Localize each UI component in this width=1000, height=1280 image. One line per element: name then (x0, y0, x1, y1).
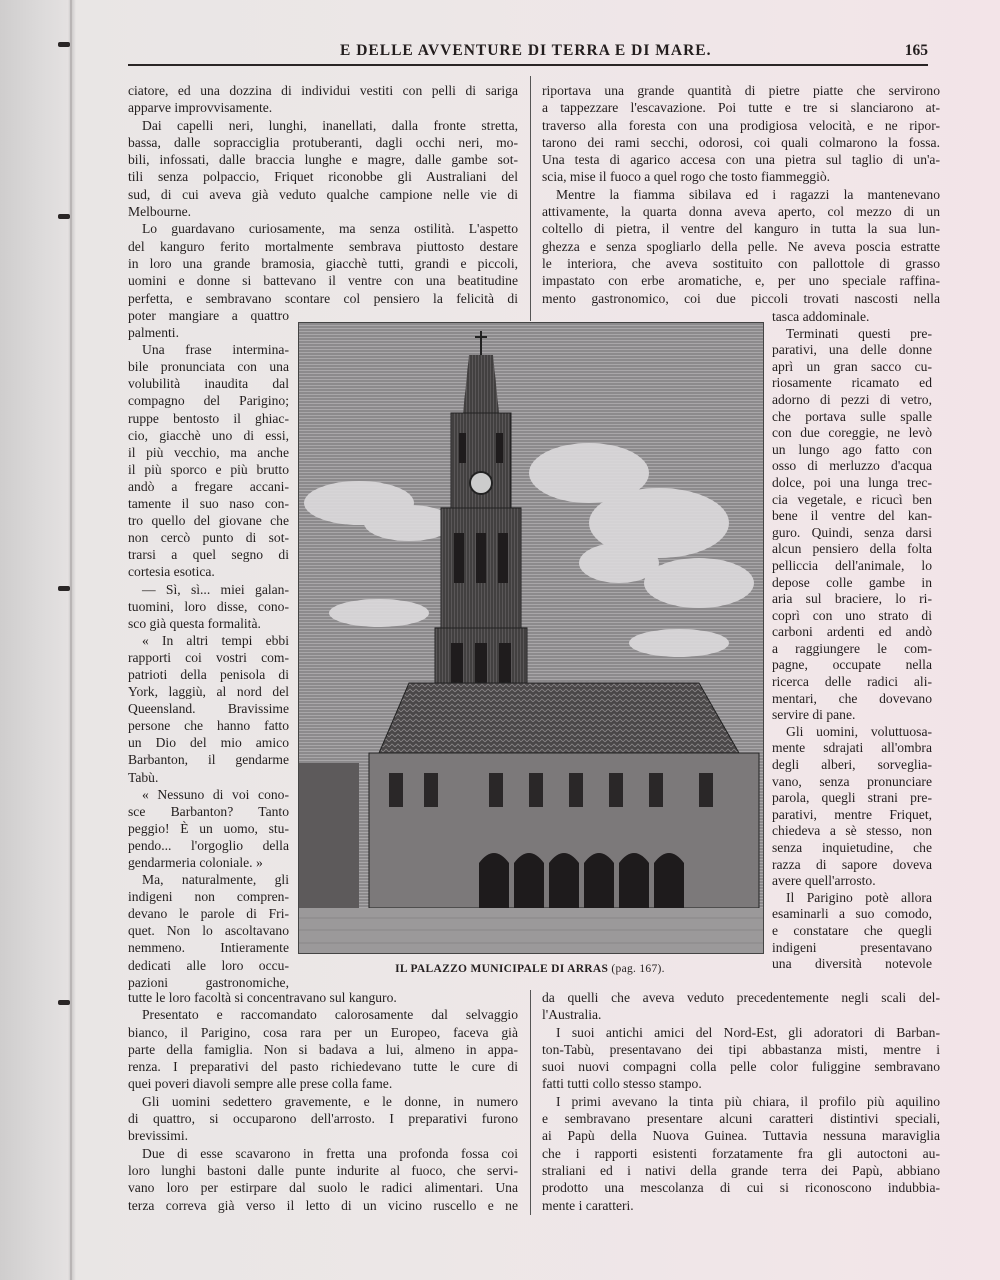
text-line: cia vegetale, e ricucì ben (772, 491, 932, 507)
text-line: una diversità notevole (772, 956, 932, 972)
text-line: pelliccia dell'animale, lo (772, 557, 932, 573)
text-line: straliani ed i nativi della grande terra dei Papù, abbiano (542, 1162, 940, 1178)
text-line: bianco, il Parigino, cosa rara per un Europeo, faceva già (128, 1024, 518, 1040)
text-line: tuomini, loro disse, cono- (128, 598, 289, 614)
text-line: sce Barbanton? Tanto (128, 803, 289, 819)
text-line: ruppe bentosto il ghiac- (128, 410, 289, 426)
text-line: indigeni presentavano (772, 939, 932, 955)
text-block-left-top (128, 82, 518, 307)
text-line: aprì un gran sacco cu- (772, 358, 932, 374)
text-line: Presentato e raccomandato calorosamente dal selvaggio (142, 1007, 518, 1023)
text-line: vano, senza pronunciare (772, 773, 932, 789)
text-line: attivamente, la quarta donna aveva aperto, col mezzo di un (542, 204, 940, 220)
text-line: rapporti coi vostri com- (128, 649, 289, 665)
page-binding-gutter (70, 0, 72, 1280)
paragraph (128, 341, 289, 580)
text-line: persone che hanno fatto (128, 718, 289, 734)
binding-staple (58, 42, 70, 47)
text-line: Una testa di agarico accesa con una pietra sul taglio di un'a- (542, 152, 940, 168)
paragraph (128, 581, 289, 632)
text-line: un lungo ago fatto con (772, 441, 932, 457)
text-line: cortesia esotica. (128, 564, 215, 580)
text-line: di quattro, si occuparono dell'arrosto. I preparativi furono (128, 1111, 518, 1127)
text-line: I primi avevano la tinta più chiara, il profilo più aquilino (556, 1093, 940, 1109)
text-line: perfetta, e sembravano scontare col pensiero la felicità di (128, 290, 518, 306)
text-line: non cercò punto di sot- (128, 530, 289, 546)
paragraph (128, 82, 518, 117)
paragraph (128, 871, 289, 991)
text-line: e sembravano presentare alcuni caratteri distintivi speciali, (542, 1111, 940, 1127)
text-line: che portava sulle spalle (772, 408, 932, 424)
paragraph (128, 1145, 518, 1214)
text-line: Mentre la fiamma sibilava ed i ragazzi la mantenevano (556, 186, 940, 202)
text-line: tasca addominale. (772, 309, 870, 324)
text-line: palmenti. (128, 325, 179, 341)
text-line: il più sporco e più brutto (128, 461, 289, 477)
text-line: servire di pane. (772, 707, 856, 723)
text-line: a tappezzare l'escavazione. Poi tutte e tre si slanciarono at- (542, 100, 940, 116)
running-header (128, 42, 928, 62)
column-divider (530, 76, 531, 321)
text-line: vano loro per estirpare dal suolo le radici alimentari. Una (128, 1180, 518, 1196)
engraving-image (299, 323, 763, 953)
text-block-right-narrow (772, 309, 932, 973)
text-line: alcun pensiero della folta (772, 541, 932, 557)
text-line: ricerca delle radici ali- (772, 674, 932, 690)
square-pavement (299, 908, 763, 953)
text-line: bili, infossati, dalle braccia lunghe e magre, dalle gambe sot- (128, 152, 518, 168)
text-line: ai Papù della Nuova Guinea. Tuttavia nessuna maraviglia (542, 1128, 940, 1144)
paragraph (128, 220, 518, 306)
paragraph (772, 309, 932, 326)
text-line: loro lunghi bastoni dalle punte indurite al fuoco, che servi- (128, 1162, 518, 1178)
running-title: E DELLE AVVENTURE DI TERRA E DI MARE. (340, 42, 712, 59)
text-line: suoi nuovi compagni colla pelle color fuliggine sembravano (542, 1059, 940, 1075)
binding-staple (58, 214, 70, 219)
text-line: quei poveri diavoli sempre alle prese colla fame. (128, 1076, 393, 1092)
text-line: in loro una grande bramosia, giacchè tutti, grandi e piccoli, (128, 255, 518, 271)
text-line: dedicati alle loro occu- (128, 957, 289, 973)
text-line: riosamente ricamato ed (772, 375, 932, 391)
text-line: mento gastronomico, coi due piccoli trovati nascosti nella (542, 290, 940, 306)
text-line: pagne, occupate nella (772, 657, 932, 673)
paragraph (542, 82, 940, 186)
paragraph (128, 1093, 518, 1145)
text-line: bile pronunciata con una (128, 359, 289, 375)
text-line: sco già questa formalità. (128, 615, 261, 631)
paragraph (772, 724, 932, 890)
text-line: peggio! È un uomo, stu- (128, 820, 289, 836)
text-line: parativi, una delle donne (772, 342, 932, 358)
text-line: fatti tutti collo stesso stampo. (542, 1076, 702, 1092)
text-line: pazioni gastronomiche, (128, 974, 289, 990)
text-line: che i rapporti esistenti forzatamente fra gli autoctoni au- (542, 1145, 940, 1161)
text-line: adorno di pezzi di vetro, (772, 391, 932, 407)
text-line: traverso alla foresta con una prodigiosa velocità, e ne ripor- (542, 117, 940, 133)
text-line: renza. I preparativi del pasto richiedevano tutte le cure di (128, 1059, 518, 1075)
text-line: ton-Tabù, presentavano dei tipi abbastanza misti, mentre i (542, 1041, 940, 1057)
text-line: avere quell'arrosto. (772, 873, 876, 889)
text-line: Tabù. (128, 769, 159, 785)
text-line: bene il ventre del kan- (772, 508, 932, 524)
text-line: quet. Non lo ascoltavano (128, 923, 289, 939)
text-block-right-top (542, 82, 940, 307)
text-line: carboni ardenti ed andò (772, 624, 932, 640)
text-line: coprì con uno strato di (772, 607, 932, 623)
page-number: 165 (904, 42, 928, 59)
paragraph (772, 326, 932, 724)
text-line: apparve improvvisamente. (128, 100, 273, 116)
text-line: compagno del Parigino; (128, 393, 289, 409)
text-line: Una frase intermina- (142, 342, 289, 358)
text-line: nemmeno. Intieramente (128, 940, 289, 956)
text-line: uomini e donne si battevano il ventre con una beatitudine (128, 273, 518, 289)
header-rule (128, 64, 928, 66)
text-line: Terminati questi pre- (786, 325, 932, 341)
paragraph (128, 632, 289, 786)
text-line: impastato con erbe aromatiche, e, per uno speciale raffina- (542, 273, 940, 289)
text-line: indigeni non compren- (128, 889, 289, 905)
caption-page-ref: (pag. 167). (611, 963, 665, 975)
text-line: Queensland. Bravissime (128, 701, 289, 717)
text-line: Gli uomini sedettero gravemente, e le donne, in numero (142, 1093, 518, 1109)
text-line: Ma, naturalmente, gli (142, 872, 289, 888)
text-line: con due coreggie, ne levò (772, 425, 932, 441)
text-line: parola, quegli strani pre- (772, 790, 932, 806)
text-line: scia, mise il fuoco a quel rogo che tosto fiammeggiò. (542, 169, 831, 185)
text-line: Lo guardavano curiosamente, ma senza ostilità. L'aspetto (142, 221, 518, 237)
text-block-left-bottom (128, 989, 518, 1214)
text-line: depose colle gambe in (772, 574, 932, 590)
text-line: un Dio del mio amico (128, 735, 289, 751)
text-line: osso di merluzzo d'acqua (772, 458, 932, 474)
column-divider (530, 990, 531, 1215)
text-line: York, laggiù, al nord del (128, 684, 289, 700)
paragraph (542, 989, 940, 1024)
text-line: riportava una grande quantità di pietre piatte che servirono (542, 83, 940, 98)
text-line: terza correva già verso il letto di un vicino ruscello e ne (128, 1197, 518, 1213)
text-line: poter mangiare a quattro (128, 308, 289, 323)
text-line: tarono dei rami secchi, odorosi, coi quali colmarono la fossa. (542, 134, 940, 150)
text-line: gendarmeria coloniale. » (128, 855, 263, 870)
text-line: andò a fregare accani- (128, 478, 289, 494)
text-line: « In altri tempi ebbi (142, 632, 289, 648)
text-line: Gli uomini, voluttuosa- (786, 723, 932, 739)
text-line: tili senza polpaccio, Friquet riconobbe gli Australiani del (128, 169, 518, 185)
text-line: Due di esse scavarono in fretta una profonda fossa coi (142, 1145, 518, 1161)
text-line: Barbanton, il gendarme (128, 752, 289, 768)
paragraph (128, 989, 518, 1006)
text-line: ghezza e senza spogliarlo della pelle. Ne aveva poscia estratte (542, 238, 940, 254)
text-line: volubilità inaudita dal (128, 376, 289, 392)
text-line: tro quello del giovane che (128, 513, 289, 529)
text-line: cio, giacchè uno di essi, (128, 427, 289, 443)
paragraph (128, 307, 289, 341)
binding-staple (58, 586, 70, 591)
text-line: ciatore, ed una dozzina di individui vestiti con pelli di sariga (128, 83, 518, 98)
text-line: bassa, dalle sopracciglia protuberanti, dagli occhi neri, mo- (128, 134, 518, 150)
text-line: Melbourne. (128, 204, 192, 220)
text-line: parativi, mentre Friquet, (772, 806, 932, 822)
text-line: patrioti della penisola di (128, 666, 289, 682)
engraving-palazzo-municipale-arras (298, 322, 764, 954)
text-line: mente i caratteri. (542, 1197, 634, 1213)
paragraph (128, 117, 518, 221)
text-line: esaminarli a suo comodo, (772, 906, 932, 922)
text-line: da quelli che aveva veduto precedentemente negli scali del- (542, 990, 940, 1005)
text-line: guro. Quindi, senza darsi (772, 524, 932, 540)
text-line: parte della famiglia. Non si badava a lui, almeno in appa- (128, 1041, 518, 1057)
paragraph (128, 786, 289, 871)
caption-title: IL PALAZZO MUNICIPALE DI ARRAS (395, 963, 609, 975)
text-line: a raggiungere le com- (772, 640, 932, 656)
text-line: dolce, poi una lunga trec- (772, 474, 932, 490)
text-line: coltello di pietra, il ventre del kanguro in tutta la sua lun- (542, 221, 940, 237)
text-line: le interiora, che aveva sostituito con pallottole di grasso (542, 255, 940, 271)
text-line: I suoi antichi amici del Nord-Est, gli adoratori di Barban- (556, 1024, 940, 1040)
text-line: sud, di cui aveva già veduto qualche campione nelle vie di (128, 186, 518, 202)
text-line: l'Australia. (542, 1007, 602, 1023)
text-line: razza di sapore doveva (772, 856, 932, 872)
text-line: Dai capelli neri, lunghi, inanellati, dalla fronte stretta, (142, 117, 518, 133)
paragraph (542, 1093, 940, 1214)
text-line: brevissimi. (128, 1128, 189, 1144)
text-line: e constatare che quegli (772, 922, 932, 938)
text-block-left-narrow (128, 307, 289, 991)
text-line: il più vecchio, ma anche (128, 444, 289, 460)
paragraph (542, 186, 940, 307)
text-block-right-bottom (542, 989, 940, 1214)
text-line: « Nessuno di voi cono- (142, 786, 289, 802)
text-line: del kanguro ferito mortalmente sembrava piuttosto destare (128, 238, 518, 254)
text-line: mente sdrajati all'ombra (772, 740, 932, 756)
text-line: devano le parole di Fri- (128, 906, 289, 922)
text-line: — Sì, sì... miei galan- (142, 581, 289, 597)
text-line: degli alberi, sorveglia- (772, 757, 932, 773)
paragraph (772, 890, 932, 973)
text-line: senza inquietudine, che (772, 840, 932, 855)
text-line: prodotto una mescolanza di cui si riconoscono indubbia- (542, 1180, 940, 1196)
paragraph (542, 1024, 940, 1093)
text-line: aria sul braciere, lo ri- (772, 591, 932, 607)
text-line: pendo... l'orgoglio della (128, 837, 289, 853)
figure-caption (300, 963, 760, 975)
paragraph (128, 1006, 518, 1092)
text-line: tamente il suo naso con- (128, 496, 289, 512)
text-line: chiedeva a sè stesso, non (772, 823, 932, 839)
text-line: trarsi a quel segno di (128, 547, 289, 563)
binding-staple (58, 1000, 70, 1005)
text-line: tutte le loro facoltà si concentravano sul kanguro. (128, 990, 397, 1005)
text-line: mentari, che dovevano (772, 690, 932, 706)
text-line: Il Parigino potè allora (786, 889, 932, 905)
